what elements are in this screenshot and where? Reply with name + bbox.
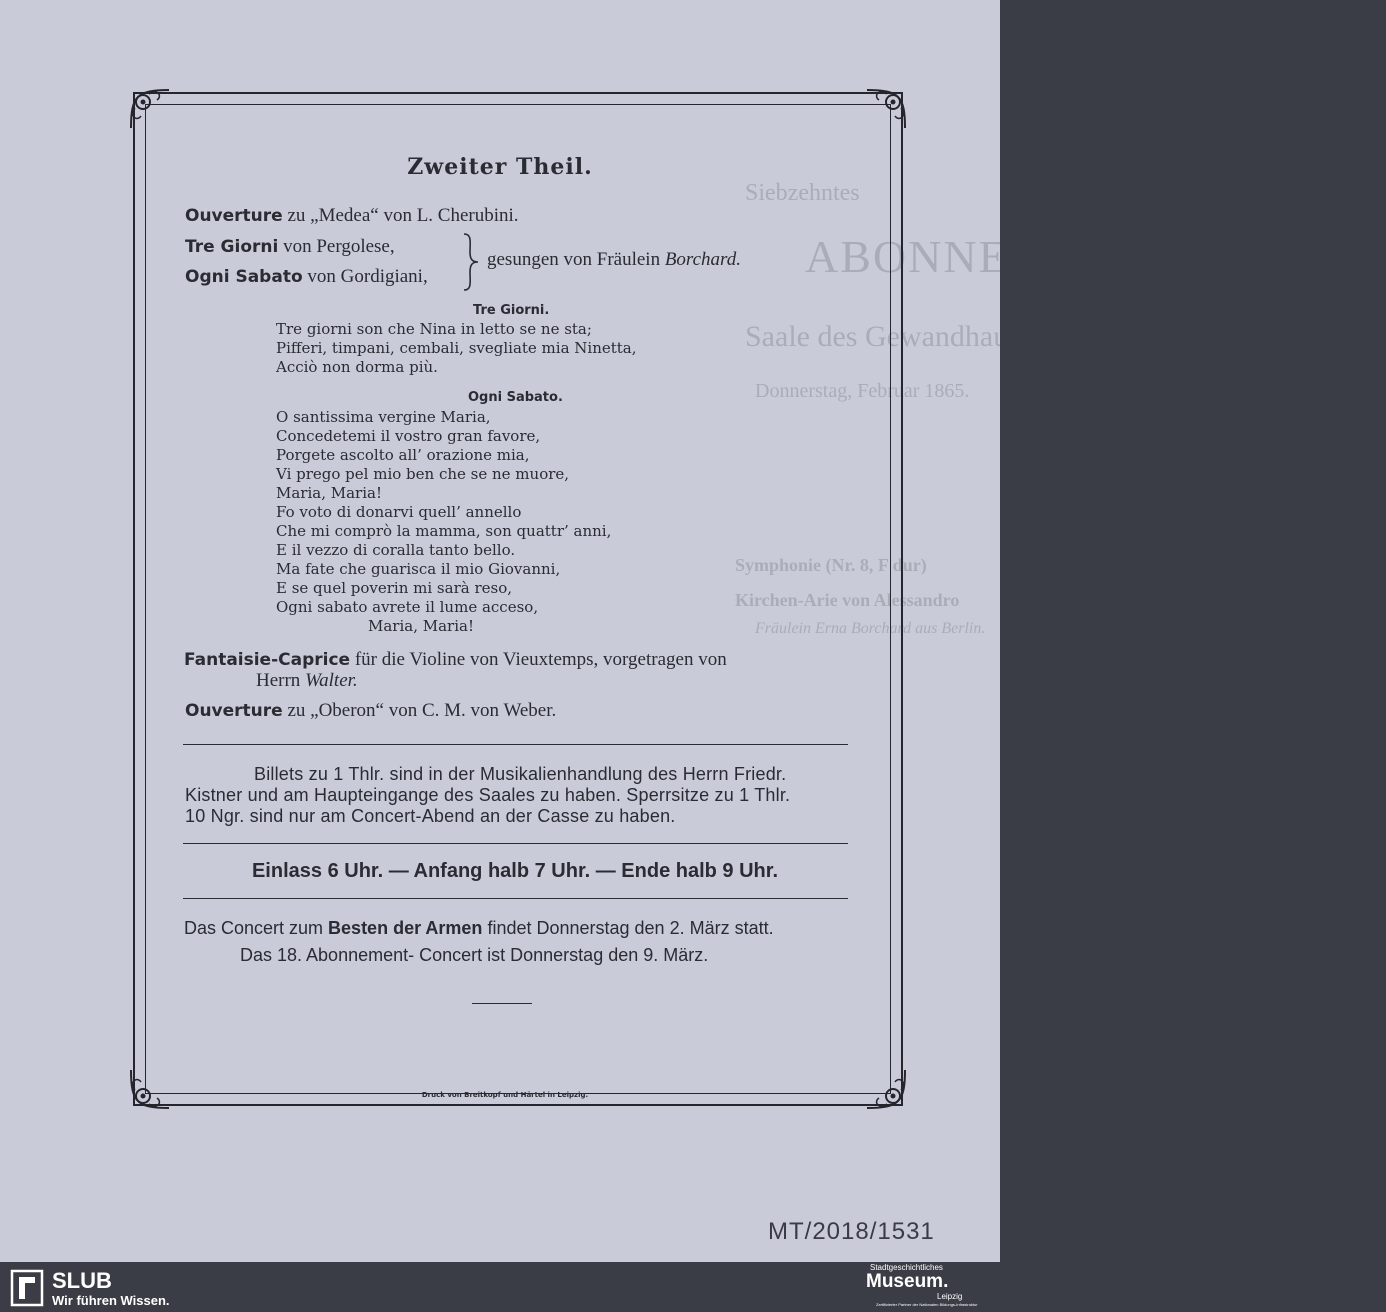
poem-text — [276, 408, 611, 636]
museum-label-top: Stadtgeschichtliches — [870, 1263, 943, 1272]
archive-handwritten-mark: MT/2018/1531 — [768, 1218, 935, 1245]
bleed-line: Fräulein Erna Borchard aus Berlin. — [755, 620, 986, 637]
bleed-line: Siebzehntes — [745, 180, 860, 206]
program-item — [185, 235, 395, 258]
program-item-title: Fantaisie-Caprice — [184, 650, 351, 670]
bleed-line: Symphonie (Nr. 8, F dur) — [735, 555, 927, 575]
poem-line: Vi prego pel mio ben che se ne muore, — [276, 465, 570, 483]
program-item-text: von Gordigiani, — [302, 266, 428, 287]
ticket-info-line: Billets zu 1 Thlr. sind in der Musikalienhandlung des Herrn Friedr. — [254, 764, 787, 784]
brace-icon — [460, 232, 482, 292]
bleed-line: Donnerstag, Februar 1865. — [755, 380, 970, 402]
poem-line: E il vezzo di coralla tanto bello. — [276, 541, 516, 559]
short-divider — [472, 1003, 532, 1004]
notice-text: findet Donnerstag den 2. März statt. — [482, 918, 774, 938]
poem-title: Ogni Sabato. — [468, 390, 563, 405]
poem-line: Che mi comprò la mamma, son quattr’ anni, — [276, 522, 612, 540]
program-item-text: für die Violine von Vieuxtemps, vorgetragen von — [350, 649, 727, 670]
poem-title: Tre Giorni. — [473, 303, 550, 318]
program-item-title: Tre Giorni — [185, 237, 279, 257]
notice-line — [184, 918, 774, 939]
slub-logo-icon — [10, 1269, 44, 1307]
bleed-line: ABONNEMENT-CONCERT — [805, 231, 1386, 282]
program-item — [184, 649, 727, 671]
program-item-text: zu „Medea“ von L. Cherubini. — [282, 205, 519, 226]
museum-name: Museum. — [866, 1271, 949, 1292]
singer-name: Borchard. — [664, 249, 741, 270]
program-item-text: zu „Oberon“ von C. M. von Weber. — [282, 700, 557, 721]
footer-brand-title: SLUB — [52, 1268, 112, 1293]
times-line: Einlass 6 Uhr. — Anfang halb 7 Uhr. — Ende halb 9 Uhr. — [251, 860, 779, 882]
poem-line: O santissima vergine Maria, — [276, 408, 491, 426]
notice-emphasis: Besten der Armen — [328, 918, 483, 938]
printer-imprint: Druck von Breitkopf und Härtel in Leipzig. — [421, 1091, 589, 1099]
program-item — [185, 265, 428, 288]
poem-line: Acciò non dorma più. — [276, 358, 438, 376]
poem-line: E se quel poverin mi sarà reso, — [276, 579, 513, 597]
program-item-title: Ouverture — [185, 206, 283, 226]
notice-line: Das 18. Abonnement- Concert ist Donnerstag den 9. März. — [240, 945, 709, 965]
divider — [183, 898, 848, 899]
program-item-continuation — [256, 670, 358, 692]
poem-line: Maria, Maria! — [368, 617, 474, 635]
poem-line: Concedetemi il vostro gran favore, — [276, 427, 541, 445]
divider — [183, 744, 848, 745]
sung-by-line — [487, 249, 741, 271]
ticket-info-line: 10 Ngr. sind nur am Concert-Abend an der Casse zu haben. — [185, 806, 676, 826]
ticket-info-line: Kistner und am Haupteingange des Saales zu haben. Sperrsitze zu 1 Thlr. — [185, 785, 791, 805]
poem-line: Fo voto di donarvi quell’ annello — [276, 503, 522, 521]
poem-line: Porgete ascolto all’ orazione mia, — [276, 446, 530, 464]
poem-line: Pifferi, timpani, cembali, svegliate mia Ninetta, — [276, 339, 637, 357]
program-item — [185, 700, 556, 722]
poem-line: Ma fate che guarisca il mio Giovanni, — [276, 560, 561, 578]
bleed-line: Saale des Gewandhauses — [745, 320, 1045, 353]
performer-prefix: Herrn — [256, 670, 306, 691]
program-item-title: Ogni Sabato — [185, 267, 303, 287]
poem-line: Maria, Maria! — [276, 484, 382, 502]
program-item — [185, 204, 519, 227]
bleed-line: Kirchen-Arie von Alessandro — [735, 590, 960, 610]
poem-line: Ogni sabato avrete il lume acceso, — [276, 598, 539, 616]
museum-tagline: Zertifizierter Partner der Nationalen Bildungs-Infrastruktur — [876, 1302, 978, 1307]
poem-line: Tre giorni son che Nina in letto se ne sta; — [276, 320, 592, 338]
program-item-title: Ouverture — [185, 701, 283, 721]
section-heading: Zweiter Theil. — [407, 154, 593, 180]
footer-brand-slogan: Wir führen Wissen. — [52, 1293, 170, 1308]
poem-text — [276, 320, 637, 377]
museum-city: Leipzig — [937, 1292, 963, 1301]
divider — [183, 843, 848, 844]
program-item-text: von Pergolese, — [278, 236, 395, 257]
notice-text: Das Concert zum — [184, 918, 329, 938]
sung-by-text: gesungen von Fräulein — [487, 249, 665, 270]
performer-name: Walter. — [305, 670, 358, 691]
